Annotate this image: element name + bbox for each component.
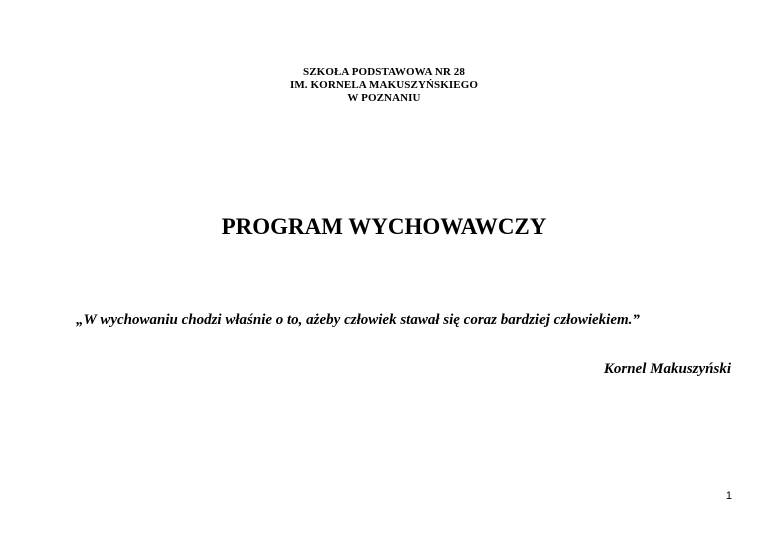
document-title: PROGRAM WYCHOWAWCZY	[221, 214, 547, 239]
page-number: 1	[725, 490, 732, 502]
school-patron: IM. KORNELA MAKUSZYŃSKIEGO	[289, 79, 479, 91]
quote-author: Kornel Makuszyński	[603, 361, 731, 377]
motto-quote: „W wychowaniu chodzi właśnie o to, ażeby człowiek stawał się coraz bardziej człowiekiem.”	[76, 312, 640, 328]
school-city: W POZNANIU	[347, 92, 421, 104]
school-name: SZKOŁA PODSTAWOWA NR 28	[303, 66, 465, 78]
school-header	[0, 66, 768, 105]
